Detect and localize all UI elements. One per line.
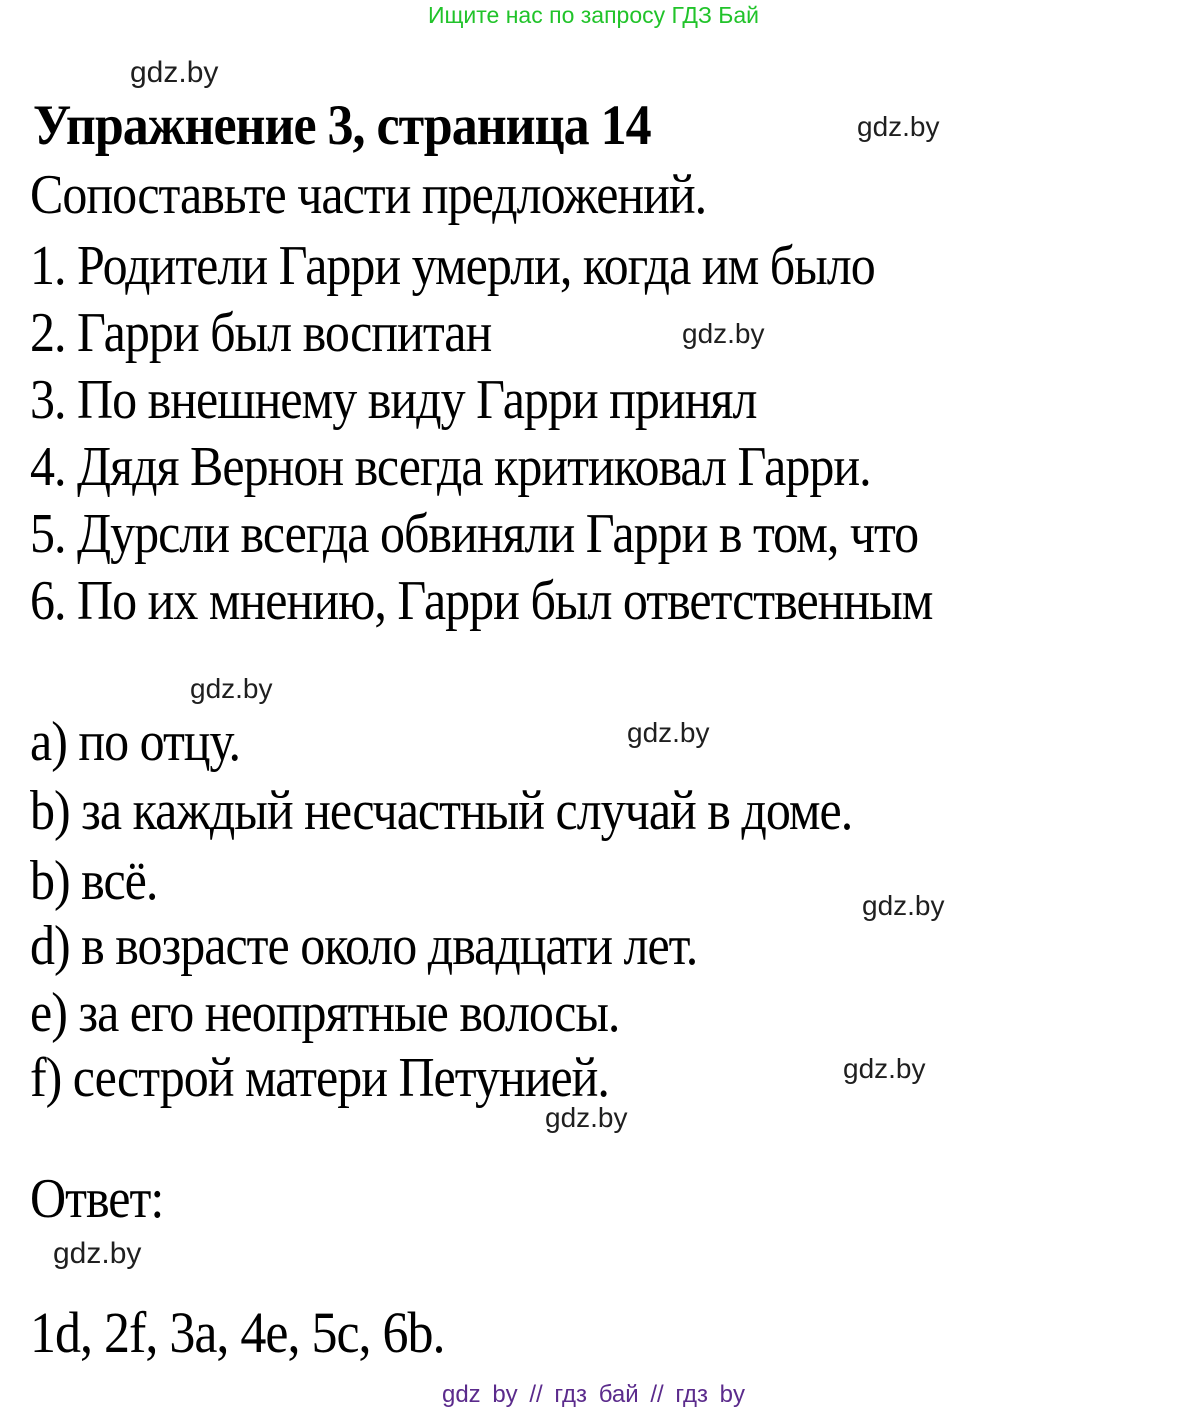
answer-value: 1d, 2f, 3a, 4e, 5c, 6b. xyxy=(30,1301,445,1366)
watermark-gdzby: gdz.by xyxy=(843,1053,926,1084)
exercise-option-e: e) за его неопрятные волосы. xyxy=(30,980,620,1044)
watermark-gdzby: gdz.by xyxy=(53,1237,142,1270)
exercise-item-1: 1. Родители Гарри умерли, когда им было xyxy=(30,233,875,297)
watermark-gdzby: gdz.by xyxy=(857,111,940,142)
exercise-item-2: 2. Гарри был воспитан xyxy=(30,300,492,364)
exercise-option-d: d) в возрасте около двадцати лет. xyxy=(30,913,698,977)
answer-label: Ответ: xyxy=(30,1166,164,1230)
exercise-instruction: Сопоставьте части предложений. xyxy=(30,162,707,226)
exercise-option-c: b) всё. xyxy=(30,848,158,912)
watermark-gdzby: gdz.by xyxy=(862,890,945,921)
exercise-item-6: 6. По их мнению, Гарри был ответственным xyxy=(30,568,933,632)
footer-links-text: gdz by // гдз бай // гдз by xyxy=(441,1381,746,1408)
watermark-gdzby: gdz.by xyxy=(545,1102,628,1133)
watermark-gdzby: gdz.by xyxy=(190,673,273,704)
watermark-gdzby: gdz.by xyxy=(682,318,765,349)
page-title: Упражнение 3, страница 14 xyxy=(33,94,651,158)
exercise-option-a: a) по отцу. xyxy=(30,709,241,773)
exercise-option-f: f) сестрой матери Петунией. xyxy=(30,1045,609,1109)
exercise-option-b: b) за каждый несчастный случай в доме. xyxy=(30,778,853,842)
watermark-gdzby: gdz.by xyxy=(130,56,219,89)
exercise-item-5: 5. Дурсли всегда обвиняли Гарри в том, что xyxy=(30,501,919,565)
watermark-gdzby: gdz.by xyxy=(627,717,710,748)
exercise-item-3: 3. По внешнему виду Гарри принял xyxy=(30,367,757,431)
exercise-item-4: 4. Дядя Вернон всегда критиковал Гарри. xyxy=(30,434,871,498)
top-banner-text: Ищите нас по запросу ГДЗ Бай xyxy=(427,2,760,28)
